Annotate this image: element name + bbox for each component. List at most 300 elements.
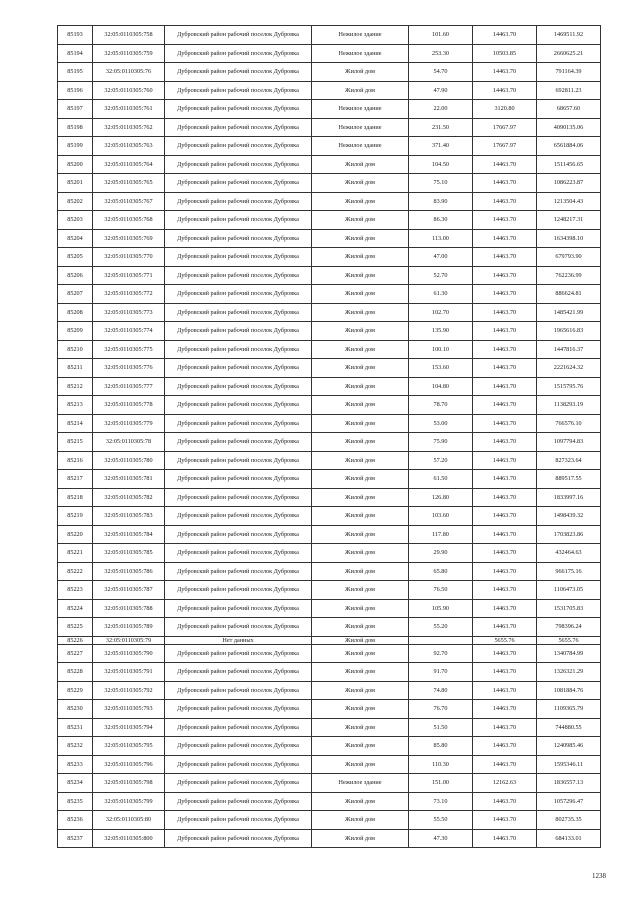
cadastral-value-cell: 1086223.87 bbox=[537, 174, 601, 193]
specific-value-cell: 14463.70 bbox=[473, 544, 537, 563]
area-cell: 73.10 bbox=[409, 792, 473, 811]
row-number-cell: 85215 bbox=[58, 433, 93, 452]
object-type-cell: Жилой дом bbox=[312, 681, 409, 700]
address-cell: Дубровский район рабочий поселок Дубровка bbox=[165, 377, 312, 396]
row-number-cell: 85210 bbox=[58, 340, 93, 359]
specific-value-cell: 14463.70 bbox=[473, 525, 537, 544]
cadastral-value-cell: 4090135.06 bbox=[537, 118, 601, 137]
area-cell: 153.60 bbox=[409, 359, 473, 378]
object-type-cell: Жилой дом bbox=[312, 340, 409, 359]
address-cell: Дубровский район рабочий поселок Дубровка bbox=[165, 507, 312, 526]
cadastral-value-cell: 1097794.83 bbox=[537, 433, 601, 452]
row-number-cell: 85226 bbox=[58, 636, 93, 644]
address-cell: Дубровский район рабочий поселок Дубровка bbox=[165, 562, 312, 581]
object-type-cell: Жилой дом bbox=[312, 718, 409, 737]
specific-value-cell: 14463.70 bbox=[473, 599, 537, 618]
cadastral-value-cell: 2221624.32 bbox=[537, 359, 601, 378]
area-cell: 76.70 bbox=[409, 700, 473, 719]
row-number-cell: 85223 bbox=[58, 581, 93, 600]
row-number-cell: 85203 bbox=[58, 211, 93, 230]
row-number-cell: 85220 bbox=[58, 525, 93, 544]
cadastral-value-cell: 6561884.06 bbox=[537, 137, 601, 156]
area-cell: 76.50 bbox=[409, 581, 473, 600]
table-row bbox=[58, 322, 601, 341]
cadastral-value-cell: 1057296.47 bbox=[537, 792, 601, 811]
specific-value-cell: 14463.70 bbox=[473, 285, 537, 304]
area-cell: 47.00 bbox=[409, 248, 473, 267]
area-cell: 47.90 bbox=[409, 81, 473, 100]
object-type-cell: Жилой дом bbox=[312, 470, 409, 489]
row-number-cell: 85237 bbox=[58, 829, 93, 848]
cadastral-number-cell: 32:05:0110305:790 bbox=[93, 644, 165, 663]
cadastral-value-cell: 1248217.31 bbox=[537, 211, 601, 230]
row-number-cell: 85201 bbox=[58, 174, 93, 193]
area-cell: 101.60 bbox=[409, 26, 473, 45]
cadastral-value-cell: 684133.01 bbox=[537, 829, 601, 848]
address-cell: Нет данных bbox=[165, 636, 312, 644]
row-number-cell: 85229 bbox=[58, 681, 93, 700]
area-cell: 100.10 bbox=[409, 340, 473, 359]
specific-value-cell: 14463.70 bbox=[473, 663, 537, 682]
specific-value-cell: 14463.70 bbox=[473, 755, 537, 774]
row-number-cell: 85233 bbox=[58, 755, 93, 774]
row-number-cell: 85200 bbox=[58, 155, 93, 174]
object-type-cell: Жилой дом bbox=[312, 700, 409, 719]
cadastral-value-cell: 1138293.19 bbox=[537, 396, 601, 415]
table-row bbox=[58, 266, 601, 285]
cadastral-value-table bbox=[57, 25, 601, 848]
table-row bbox=[58, 81, 601, 100]
area-cell: 51.50 bbox=[409, 718, 473, 737]
area-cell: 74.80 bbox=[409, 681, 473, 700]
address-cell: Дубровский район рабочий поселок Дубровка bbox=[165, 737, 312, 756]
address-cell: Дубровский район рабочий поселок Дубровка bbox=[165, 581, 312, 600]
address-cell: Дубровский район рабочий поселок Дубровка bbox=[165, 285, 312, 304]
specific-value-cell: 14463.70 bbox=[473, 507, 537, 526]
address-cell: Дубровский район рабочий поселок Дубровка bbox=[165, 644, 312, 663]
row-number-cell: 85202 bbox=[58, 192, 93, 211]
cadastral-number-cell: 32:05:0110305:789 bbox=[93, 618, 165, 637]
cadastral-number-cell: 32:05:0110305:80 bbox=[93, 811, 165, 830]
address-cell: Дубровский район рабочий поселок Дубровка bbox=[165, 544, 312, 563]
specific-value-cell: 17667.97 bbox=[473, 118, 537, 137]
table-row bbox=[58, 211, 601, 230]
row-number-cell: 85208 bbox=[58, 303, 93, 322]
table-row bbox=[58, 636, 601, 644]
area-cell: 53.00 bbox=[409, 414, 473, 433]
address-cell: Дубровский район рабочий поселок Дубровка bbox=[165, 44, 312, 63]
table-row bbox=[58, 811, 601, 830]
object-type-cell: Жилой дом bbox=[312, 525, 409, 544]
specific-value-cell: 17667.97 bbox=[473, 137, 537, 156]
area-cell: 104.50 bbox=[409, 155, 473, 174]
cadastral-value-cell: 798396.24 bbox=[537, 618, 601, 637]
address-cell: Дубровский район рабочий поселок Дубровка bbox=[165, 718, 312, 737]
object-type-cell: Жилой дом bbox=[312, 396, 409, 415]
address-cell: Дубровский район рабочий поселок Дубровка bbox=[165, 303, 312, 322]
address-cell: Дубровский район рабочий поселок Дубровка bbox=[165, 229, 312, 248]
cadastral-value-cell: 1326321.29 bbox=[537, 663, 601, 682]
row-number-cell: 85213 bbox=[58, 396, 93, 415]
cadastral-value-cell: 1595346.11 bbox=[537, 755, 601, 774]
row-number-cell: 85216 bbox=[58, 451, 93, 470]
row-number-cell: 85232 bbox=[58, 737, 93, 756]
table-row bbox=[58, 192, 601, 211]
object-type-cell: Жилой дом bbox=[312, 829, 409, 848]
cadastral-number-cell: 32:05:0110305:776 bbox=[93, 359, 165, 378]
area-cell: 83.90 bbox=[409, 192, 473, 211]
row-number-cell: 85198 bbox=[58, 118, 93, 137]
address-cell: Дубровский район рабочий поселок Дубровка bbox=[165, 470, 312, 489]
cadastral-value-cell: 1833997.16 bbox=[537, 488, 601, 507]
address-cell: Дубровский район рабочий поселок Дубровка bbox=[165, 322, 312, 341]
table-row bbox=[58, 359, 601, 378]
specific-value-cell: 14463.70 bbox=[473, 396, 537, 415]
object-type-cell: Жилой дом bbox=[312, 562, 409, 581]
address-cell: Дубровский район рабочий поселок Дубровка bbox=[165, 488, 312, 507]
cadastral-number-cell: 32:05:0110305:78 bbox=[93, 433, 165, 452]
page-number: 1238 bbox=[592, 872, 606, 880]
specific-value-cell: 5655.76 bbox=[473, 636, 537, 644]
area-cell: 86.30 bbox=[409, 211, 473, 230]
area-cell: 57.20 bbox=[409, 451, 473, 470]
specific-value-cell: 14463.70 bbox=[473, 377, 537, 396]
specific-value-cell: 14463.70 bbox=[473, 359, 537, 378]
cadastral-value-cell: 889517.55 bbox=[537, 470, 601, 489]
table-row bbox=[58, 377, 601, 396]
specific-value-cell: 14463.70 bbox=[473, 792, 537, 811]
cadastral-number-cell: 32:05:0110305:782 bbox=[93, 488, 165, 507]
address-cell: Дубровский район рабочий поселок Дубровка bbox=[165, 26, 312, 45]
cadastral-value-cell: 1498439.32 bbox=[537, 507, 601, 526]
table-row bbox=[58, 63, 601, 82]
row-number-cell: 85211 bbox=[58, 359, 93, 378]
area-cell: 92.70 bbox=[409, 644, 473, 663]
object-type-cell: Жилой дом bbox=[312, 285, 409, 304]
cadastral-number-cell: 32:05:0110305:799 bbox=[93, 792, 165, 811]
address-cell: Дубровский район рабочий поселок Дубровка bbox=[165, 118, 312, 137]
table-row bbox=[58, 644, 601, 663]
table-row bbox=[58, 433, 601, 452]
specific-value-cell: 14463.70 bbox=[473, 155, 537, 174]
cadastral-number-cell: 32:05:0110305:780 bbox=[93, 451, 165, 470]
object-type-cell: Жилой дом bbox=[312, 644, 409, 663]
cadastral-number-cell: 32:05:0110305:786 bbox=[93, 562, 165, 581]
address-cell: Дубровский район рабочий поселок Дубровка bbox=[165, 174, 312, 193]
cadastral-number-cell: 32:05:0110305:781 bbox=[93, 470, 165, 489]
object-type-cell: Жилой дом bbox=[312, 155, 409, 174]
table-row bbox=[58, 285, 601, 304]
cadastral-number-cell: 32:05:0110305:772 bbox=[93, 285, 165, 304]
cadastral-number-cell: 32:05:0110305:796 bbox=[93, 755, 165, 774]
area-cell: 231.50 bbox=[409, 118, 473, 137]
cadastral-number-cell: 32:05:0110305:79 bbox=[93, 636, 165, 644]
table-row bbox=[58, 100, 601, 119]
cadastral-number-cell: 32:05:0110305:798 bbox=[93, 774, 165, 793]
address-cell: Дубровский район рабочий поселок Дубровка bbox=[165, 63, 312, 82]
object-type-cell: Жилой дом bbox=[312, 174, 409, 193]
row-number-cell: 85205 bbox=[58, 248, 93, 267]
cadastral-value-cell: 1469511.92 bbox=[537, 26, 601, 45]
address-cell: Дубровский район рабочий поселок Дубровка bbox=[165, 414, 312, 433]
specific-value-cell: 14463.70 bbox=[473, 340, 537, 359]
specific-value-cell: 14463.70 bbox=[473, 488, 537, 507]
row-number-cell: 85236 bbox=[58, 811, 93, 830]
cadastral-number-cell: 32:05:0110305:762 bbox=[93, 118, 165, 137]
row-number-cell: 85197 bbox=[58, 100, 93, 119]
table-row bbox=[58, 488, 601, 507]
address-cell: Дубровский район рабочий поселок Дубровка bbox=[165, 211, 312, 230]
cadastral-number-cell: 32:05:0110305:760 bbox=[93, 81, 165, 100]
cadastral-value-cell: 827323.64 bbox=[537, 451, 601, 470]
specific-value-cell: 14463.70 bbox=[473, 248, 537, 267]
specific-value-cell: 14463.70 bbox=[473, 811, 537, 830]
object-type-cell: Жилой дом bbox=[312, 507, 409, 526]
row-number-cell: 85235 bbox=[58, 792, 93, 811]
table-row bbox=[58, 544, 601, 563]
object-type-cell: Жилой дом bbox=[312, 303, 409, 322]
cadastral-value-cell: 2660625.21 bbox=[537, 44, 601, 63]
area-cell: 113.00 bbox=[409, 229, 473, 248]
row-number-cell: 85204 bbox=[58, 229, 93, 248]
row-number-cell: 85234 bbox=[58, 774, 93, 793]
cadastral-value-cell: 1447816.37 bbox=[537, 340, 601, 359]
table-row bbox=[58, 155, 601, 174]
area-cell: 22.00 bbox=[409, 100, 473, 119]
row-number-cell: 85227 bbox=[58, 644, 93, 663]
address-cell: Дубровский район рабочий поселок Дубровка bbox=[165, 359, 312, 378]
area-cell: 55.50 bbox=[409, 811, 473, 830]
area-cell: 91.70 bbox=[409, 663, 473, 682]
cadastral-value-cell: 1634398.10 bbox=[537, 229, 601, 248]
address-cell: Дубровский район рабочий поселок Дубровка bbox=[165, 266, 312, 285]
cadastral-value-cell: 1703823.86 bbox=[537, 525, 601, 544]
address-cell: Дубровский район рабочий поселок Дубровка bbox=[165, 525, 312, 544]
cadastral-value-cell: 68657.60 bbox=[537, 100, 601, 119]
area-cell: 47.30 bbox=[409, 829, 473, 848]
specific-value-cell: 14463.70 bbox=[473, 470, 537, 489]
area-cell: 103.60 bbox=[409, 507, 473, 526]
row-number-cell: 85230 bbox=[58, 700, 93, 719]
area-cell: 117.80 bbox=[409, 525, 473, 544]
cadastral-value-cell: 762236.99 bbox=[537, 266, 601, 285]
table-row bbox=[58, 718, 601, 737]
row-number-cell: 85193 bbox=[58, 26, 93, 45]
row-number-cell: 85195 bbox=[58, 63, 93, 82]
area-cell: 253.30 bbox=[409, 44, 473, 63]
specific-value-cell: 14463.70 bbox=[473, 322, 537, 341]
cadastral-value-cell: 1485421.99 bbox=[537, 303, 601, 322]
specific-value-cell: 14463.70 bbox=[473, 433, 537, 452]
cadastral-value-cell: 1965616.83 bbox=[537, 322, 601, 341]
table-row bbox=[58, 562, 601, 581]
cadastral-value-cell: 791164.39 bbox=[537, 63, 601, 82]
table-row bbox=[58, 451, 601, 470]
object-type-cell: Жилой дом bbox=[312, 322, 409, 341]
area-cell: 61.30 bbox=[409, 285, 473, 304]
object-type-cell: Жилой дом bbox=[312, 414, 409, 433]
specific-value-cell: 14463.70 bbox=[473, 562, 537, 581]
specific-value-cell: 14463.70 bbox=[473, 618, 537, 637]
area-cell: 135.90 bbox=[409, 322, 473, 341]
cadastral-number-cell: 32:05:0110305:765 bbox=[93, 174, 165, 193]
cadastral-number-cell: 32:05:0110305:779 bbox=[93, 414, 165, 433]
object-type-cell: Жилой дом bbox=[312, 636, 409, 644]
cadastral-number-cell: 32:05:0110305:784 bbox=[93, 525, 165, 544]
object-type-cell: Нежилое здание bbox=[312, 774, 409, 793]
object-type-cell: Жилой дом bbox=[312, 618, 409, 637]
table-row bbox=[58, 700, 601, 719]
row-number-cell: 85212 bbox=[58, 377, 93, 396]
cadastral-value-cell: 766576.10 bbox=[537, 414, 601, 433]
object-type-cell: Нежилое здание bbox=[312, 26, 409, 45]
table-row bbox=[58, 26, 601, 45]
table-row bbox=[58, 470, 601, 489]
object-type-cell: Жилой дом bbox=[312, 811, 409, 830]
table-row bbox=[58, 44, 601, 63]
address-cell: Дубровский район рабочий поселок Дубровка bbox=[165, 137, 312, 156]
table-row bbox=[58, 229, 601, 248]
cadastral-number-cell: 32:05:0110305:775 bbox=[93, 340, 165, 359]
specific-value-cell: 14463.70 bbox=[473, 26, 537, 45]
specific-value-cell: 14463.70 bbox=[473, 581, 537, 600]
cadastral-value-cell: 1340784.99 bbox=[537, 644, 601, 663]
table-row bbox=[58, 663, 601, 682]
specific-value-cell: 12162.63 bbox=[473, 774, 537, 793]
specific-value-cell: 14463.70 bbox=[473, 192, 537, 211]
cadastral-value-cell: 692811.23 bbox=[537, 81, 601, 100]
address-cell: Дубровский район рабочий поселок Дубровка bbox=[165, 192, 312, 211]
table-row bbox=[58, 737, 601, 756]
specific-value-cell: 10503.85 bbox=[473, 44, 537, 63]
cadastral-number-cell: 32:05:0110305:787 bbox=[93, 581, 165, 600]
row-number-cell: 85221 bbox=[58, 544, 93, 563]
row-number-cell: 85207 bbox=[58, 285, 93, 304]
object-type-cell: Жилой дом bbox=[312, 81, 409, 100]
object-type-cell: Нежилое здание bbox=[312, 44, 409, 63]
cadastral-value-cell: 1081884.76 bbox=[537, 681, 601, 700]
table-row bbox=[58, 174, 601, 193]
cadastral-number-cell: 32:05:0110305:763 bbox=[93, 137, 165, 156]
object-type-cell: Нежилое здание bbox=[312, 137, 409, 156]
object-type-cell: Жилой дом bbox=[312, 737, 409, 756]
specific-value-cell: 14463.70 bbox=[473, 229, 537, 248]
address-cell: Дубровский район рабочий поселок Дубровка bbox=[165, 681, 312, 700]
specific-value-cell: 14463.70 bbox=[473, 266, 537, 285]
row-number-cell: 85224 bbox=[58, 599, 93, 618]
object-type-cell: Жилой дом bbox=[312, 211, 409, 230]
cadastral-number-cell: 32:05:0110305:793 bbox=[93, 700, 165, 719]
object-type-cell: Жилой дом bbox=[312, 599, 409, 618]
object-type-cell: Нежилое здание bbox=[312, 100, 409, 119]
specific-value-cell: 14463.70 bbox=[473, 174, 537, 193]
cadastral-value-cell: 1511456.65 bbox=[537, 155, 601, 174]
row-number-cell: 85222 bbox=[58, 562, 93, 581]
area-cell: 85.80 bbox=[409, 737, 473, 756]
cadastral-value-cell: 1515795.76 bbox=[537, 377, 601, 396]
table-row bbox=[58, 137, 601, 156]
row-number-cell: 85194 bbox=[58, 44, 93, 63]
address-cell: Дубровский район рабочий поселок Дубровка bbox=[165, 774, 312, 793]
row-number-cell: 85217 bbox=[58, 470, 93, 489]
cadastral-value-cell: 1106473.05 bbox=[537, 581, 601, 600]
table-body bbox=[58, 26, 601, 848]
area-cell: 105.90 bbox=[409, 599, 473, 618]
table-row bbox=[58, 396, 601, 415]
cadastral-number-cell: 32:05:0110305:764 bbox=[93, 155, 165, 174]
cadastral-number-cell: 32:05:0110305:76 bbox=[93, 63, 165, 82]
specific-value-cell: 14463.70 bbox=[473, 737, 537, 756]
row-number-cell: 85214 bbox=[58, 414, 93, 433]
cadastral-number-cell: 32:05:0110305:777 bbox=[93, 377, 165, 396]
cadastral-number-cell: 32:05:0110305:785 bbox=[93, 544, 165, 563]
specific-value-cell: 14463.70 bbox=[473, 81, 537, 100]
table-row bbox=[58, 507, 601, 526]
area-cell: 78.70 bbox=[409, 396, 473, 415]
specific-value-cell: 3120.80 bbox=[473, 100, 537, 119]
address-cell: Дубровский район рабочий поселок Дубровка bbox=[165, 618, 312, 637]
object-type-cell: Жилой дом bbox=[312, 266, 409, 285]
area-cell: 54.70 bbox=[409, 63, 473, 82]
address-cell: Дубровский район рабочий поселок Дубровка bbox=[165, 155, 312, 174]
address-cell: Дубровский район рабочий поселок Дубровка bbox=[165, 81, 312, 100]
table-row bbox=[58, 599, 601, 618]
address-cell: Дубровский район рабочий поселок Дубровка bbox=[165, 340, 312, 359]
cadastral-number-cell: 32:05:0110305:758 bbox=[93, 26, 165, 45]
address-cell: Дубровский район рабочий поселок Дубровка bbox=[165, 755, 312, 774]
specific-value-cell: 14463.70 bbox=[473, 63, 537, 82]
cadastral-number-cell: 32:05:0110305:783 bbox=[93, 507, 165, 526]
object-type-cell: Жилой дом bbox=[312, 488, 409, 507]
table-row bbox=[58, 774, 601, 793]
row-number-cell: 85231 bbox=[58, 718, 93, 737]
cadastral-value-cell: 432464.63 bbox=[537, 544, 601, 563]
cadastral-value-cell: 5655.76 bbox=[537, 636, 601, 644]
row-number-cell: 85209 bbox=[58, 322, 93, 341]
row-number-cell: 85199 bbox=[58, 137, 93, 156]
object-type-cell: Жилой дом bbox=[312, 433, 409, 452]
table-row bbox=[58, 792, 601, 811]
area-cell: 102.70 bbox=[409, 303, 473, 322]
area-cell: 65.80 bbox=[409, 562, 473, 581]
row-number-cell: 85225 bbox=[58, 618, 93, 637]
table-row bbox=[58, 340, 601, 359]
area-cell: 75.10 bbox=[409, 174, 473, 193]
table-row bbox=[58, 303, 601, 322]
object-type-cell: Жилой дом bbox=[312, 359, 409, 378]
object-type-cell: Жилой дом bbox=[312, 581, 409, 600]
address-cell: Дубровский район рабочий поселок Дубровка bbox=[165, 700, 312, 719]
area-cell: 371.40 bbox=[409, 137, 473, 156]
object-type-cell: Жилой дом bbox=[312, 192, 409, 211]
cadastral-number-cell: 32:05:0110305:778 bbox=[93, 396, 165, 415]
row-number-cell: 85206 bbox=[58, 266, 93, 285]
specific-value-cell: 14463.70 bbox=[473, 211, 537, 230]
area-cell: 126.80 bbox=[409, 488, 473, 507]
specific-value-cell: 14463.70 bbox=[473, 829, 537, 848]
address-cell: Дубровский район рабочий поселок Дубровка bbox=[165, 811, 312, 830]
cadastral-value-cell: 744880.55 bbox=[537, 718, 601, 737]
cadastral-number-cell: 32:05:0110305:770 bbox=[93, 248, 165, 267]
table-row bbox=[58, 618, 601, 637]
cadastral-value-cell: 1213504.43 bbox=[537, 192, 601, 211]
cadastral-value-cell: 966175.16 bbox=[537, 562, 601, 581]
area-cell: 75.90 bbox=[409, 433, 473, 452]
table-row bbox=[58, 581, 601, 600]
cadastral-number-cell: 32:05:0110305:800 bbox=[93, 829, 165, 848]
area-cell: 151.00 bbox=[409, 774, 473, 793]
address-cell: Дубровский район рабочий поселок Дубровка bbox=[165, 100, 312, 119]
